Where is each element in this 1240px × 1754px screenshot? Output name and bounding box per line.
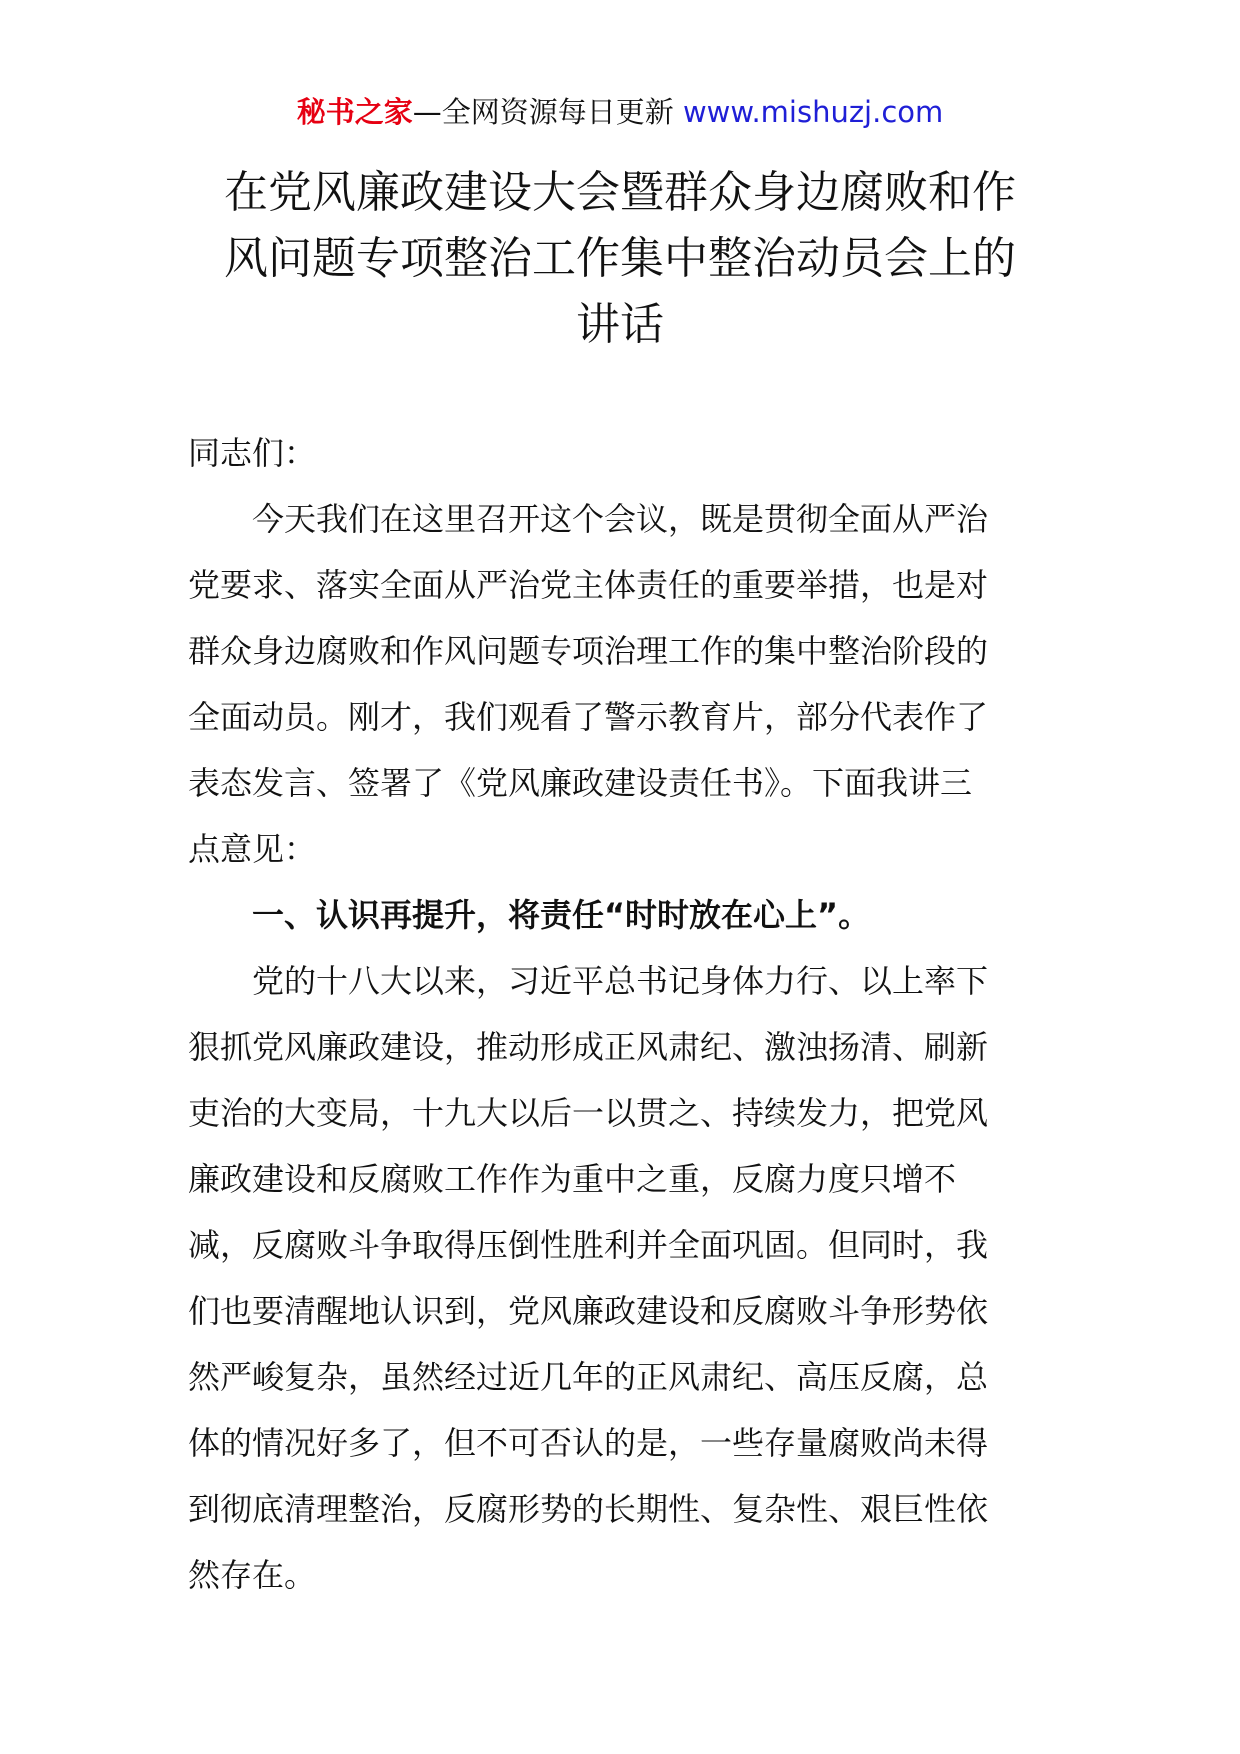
paragraph-line: 表态发言、签署了《党风廉政建设责任书》。下面我讲三 [188, 764, 973, 802]
paragraph-line: 然存在。 [188, 1556, 317, 1594]
brand-name: 秘书之家 [296, 95, 413, 129]
paragraph-line: 狠抓党风廉政建设，推动形成正风肃纪、激浊扬清、刷新 [188, 1028, 989, 1066]
title-line: 讲话 [576, 299, 664, 350]
paragraph-line: 然严峻复杂，虽然经过近几年的正风肃纪、高压反腐，总 [188, 1358, 989, 1396]
paragraph-line: 党要求、落实全面从严治党主体责任的重要举措，也是对 [188, 566, 989, 604]
paragraph-line: 党的十八大以来，习近平总书记身体力行、以上率下 [252, 962, 989, 1000]
site-url-link[interactable]: www.mishuzj.com [682, 95, 944, 129]
section-heading-text: 一、认识再提升，将责任“时时放在心上”。 [252, 896, 871, 934]
paragraph-line: 吏治的大变局，十九大以后一以贯之、持续发力，把党风 [188, 1094, 989, 1132]
paragraph-line: 减，反腐败斗争取得压倒性胜利并全面巩固。但同时，我 [188, 1226, 989, 1264]
paragraph-line: 全面动员。刚才，我们观看了警示教育片，部分代表作了 [188, 698, 989, 736]
paragraph-intro [188, 486, 1058, 882]
site-banner [0, 92, 1240, 132]
title-line: 风问题专项整治工作集中整治动员会上的 [224, 233, 1016, 284]
paragraph-line: 到彻底清理整治，反腐形势的长期性、复杂性、艰巨性依 [188, 1490, 989, 1528]
paragraph-line: 体的情况好多了，但不可否认的是，一些存量腐败尚未得 [188, 1424, 989, 1462]
salutation [188, 420, 1058, 486]
paragraph-line: 今天我们在这里召开这个会议，既是贯彻全面从严治 [252, 500, 989, 538]
title-line: 在党风廉政建设大会暨群众身边腐败和作 [224, 167, 1016, 218]
section-heading [188, 882, 1058, 948]
document-body [188, 420, 1058, 1608]
paragraph-line: 点意见： [188, 830, 317, 868]
document-title [170, 160, 1070, 358]
paragraph-line: 们也要清醒地认识到，党风廉政建设和反腐败斗争形势依 [188, 1292, 989, 1330]
paragraph-line: 廉政建设和反腐败工作作为重中之重，反腐力度只增不 [188, 1160, 957, 1198]
paragraph-section-1 [188, 948, 1058, 1608]
banner-tagline: —全网资源每日更新 [412, 95, 683, 129]
salutation-text: 同志们： [188, 434, 317, 472]
paragraph-line: 群众身边腐败和作风问题专项治理工作的集中整治阶段的 [188, 632, 989, 670]
